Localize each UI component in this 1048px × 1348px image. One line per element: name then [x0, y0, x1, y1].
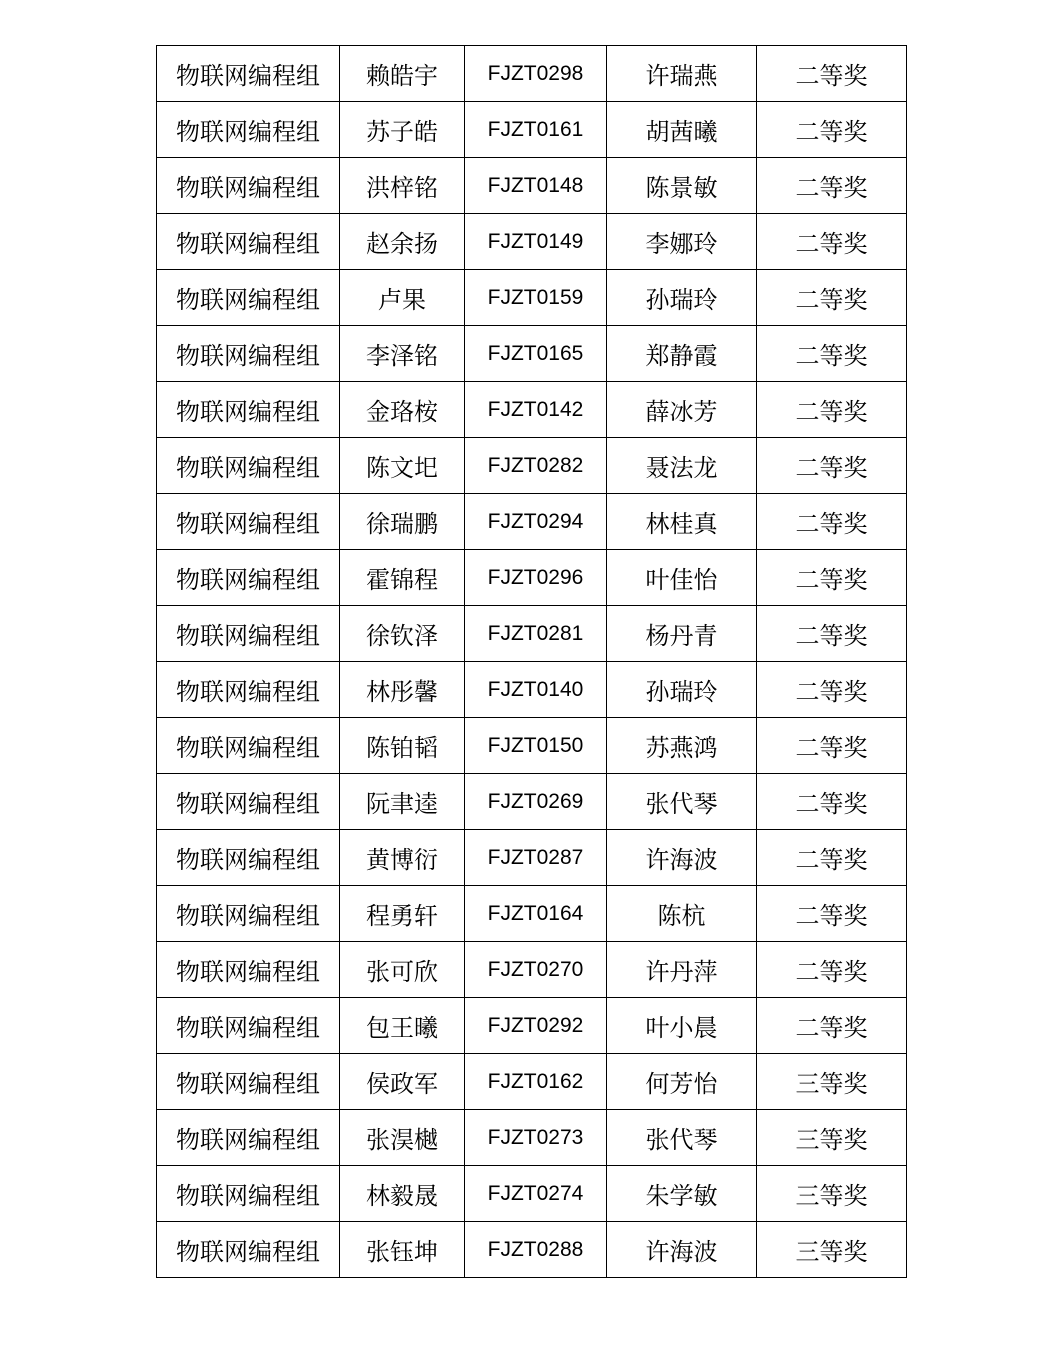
student-name-cell: 张可欣 [340, 942, 465, 998]
table-row [157, 942, 907, 998]
teacher-name-cell: 张代琴 [607, 1110, 757, 1166]
award-level-cell: 二等奖 [757, 550, 907, 606]
entry-code-cell: FJZT0161 [465, 102, 607, 158]
entry-code-cell: FJZT0140 [465, 662, 607, 718]
teacher-name-cell: 薛冰芳 [607, 382, 757, 438]
entry-code-cell: FJZT0142 [465, 382, 607, 438]
entry-code-cell: FJZT0281 [465, 606, 607, 662]
award-level-cell: 二等奖 [757, 942, 907, 998]
award-level-cell: 二等奖 [757, 774, 907, 830]
entry-code-cell: FJZT0162 [465, 1054, 607, 1110]
teacher-name-cell: 张代琴 [607, 774, 757, 830]
award-level-cell: 二等奖 [757, 438, 907, 494]
award-level-cell: 二等奖 [757, 214, 907, 270]
table-row [157, 438, 907, 494]
student-name-cell: 洪梓铭 [340, 158, 465, 214]
group-cell: 物联网编程组 [157, 46, 340, 102]
award-level-cell: 二等奖 [757, 494, 907, 550]
award-table [156, 45, 907, 1278]
entry-code-cell: FJZT0282 [465, 438, 607, 494]
table-row [157, 1054, 907, 1110]
group-cell: 物联网编程组 [157, 1222, 340, 1278]
table-row [157, 102, 907, 158]
entry-code-cell: FJZT0165 [465, 326, 607, 382]
student-name-cell: 程勇轩 [340, 886, 465, 942]
teacher-name-cell: 胡茜曦 [607, 102, 757, 158]
group-cell: 物联网编程组 [157, 662, 340, 718]
student-name-cell: 林彤馨 [340, 662, 465, 718]
entry-code-cell: FJZT0273 [465, 1110, 607, 1166]
group-cell: 物联网编程组 [157, 1166, 340, 1222]
table-row [157, 998, 907, 1054]
teacher-name-cell: 许海波 [607, 1222, 757, 1278]
table-row [157, 494, 907, 550]
group-cell: 物联网编程组 [157, 438, 340, 494]
entry-code-cell: FJZT0274 [465, 1166, 607, 1222]
award-level-cell: 三等奖 [757, 1166, 907, 1222]
entry-code-cell: FJZT0298 [465, 46, 607, 102]
entry-code-cell: FJZT0149 [465, 214, 607, 270]
student-name-cell: 包王曦 [340, 998, 465, 1054]
entry-code-cell: FJZT0150 [465, 718, 607, 774]
student-name-cell: 徐钦泽 [340, 606, 465, 662]
award-level-cell: 三等奖 [757, 1054, 907, 1110]
teacher-name-cell: 孙瑞玲 [607, 270, 757, 326]
group-cell: 物联网编程组 [157, 102, 340, 158]
group-cell: 物联网编程组 [157, 494, 340, 550]
student-name-cell: 李泽铭 [340, 326, 465, 382]
group-cell: 物联网编程组 [157, 550, 340, 606]
table-row [157, 158, 907, 214]
entry-code-cell: FJZT0292 [465, 998, 607, 1054]
group-cell: 物联网编程组 [157, 998, 340, 1054]
group-cell: 物联网编程组 [157, 830, 340, 886]
teacher-name-cell: 许海波 [607, 830, 757, 886]
student-name-cell: 卢果 [340, 270, 465, 326]
table-row [157, 1110, 907, 1166]
table-row [157, 550, 907, 606]
award-level-cell: 二等奖 [757, 46, 907, 102]
teacher-name-cell: 许瑞燕 [607, 46, 757, 102]
group-cell: 物联网编程组 [157, 158, 340, 214]
group-cell: 物联网编程组 [157, 326, 340, 382]
student-name-cell: 侯政军 [340, 1054, 465, 1110]
entry-code-cell: FJZT0296 [465, 550, 607, 606]
teacher-name-cell: 何芳怡 [607, 1054, 757, 1110]
student-name-cell: 金珞桉 [340, 382, 465, 438]
group-cell: 物联网编程组 [157, 1054, 340, 1110]
entry-code-cell: FJZT0287 [465, 830, 607, 886]
teacher-name-cell: 郑静霞 [607, 326, 757, 382]
group-cell: 物联网编程组 [157, 214, 340, 270]
table-row [157, 214, 907, 270]
group-cell: 物联网编程组 [157, 942, 340, 998]
teacher-name-cell: 陈杭 [607, 886, 757, 942]
entry-code-cell: FJZT0294 [465, 494, 607, 550]
award-level-cell: 二等奖 [757, 606, 907, 662]
award-level-cell: 二等奖 [757, 158, 907, 214]
student-name-cell: 阮聿逵 [340, 774, 465, 830]
entry-code-cell: FJZT0269 [465, 774, 607, 830]
student-name-cell: 苏子皓 [340, 102, 465, 158]
group-cell: 物联网编程组 [157, 270, 340, 326]
group-cell: 物联网编程组 [157, 1110, 340, 1166]
award-level-cell: 二等奖 [757, 102, 907, 158]
table-row [157, 718, 907, 774]
entry-code-cell: FJZT0288 [465, 1222, 607, 1278]
student-name-cell: 陈铂韬 [340, 718, 465, 774]
entry-code-cell: FJZT0270 [465, 942, 607, 998]
teacher-name-cell: 叶佳怡 [607, 550, 757, 606]
table-row [157, 46, 907, 102]
student-name-cell: 黄博衍 [340, 830, 465, 886]
student-name-cell: 张钰坤 [340, 1222, 465, 1278]
teacher-name-cell: 李娜玲 [607, 214, 757, 270]
group-cell: 物联网编程组 [157, 606, 340, 662]
award-level-cell: 三等奖 [757, 1110, 907, 1166]
teacher-name-cell: 聂法龙 [607, 438, 757, 494]
teacher-name-cell: 朱学敏 [607, 1166, 757, 1222]
award-level-cell: 二等奖 [757, 662, 907, 718]
table-row [157, 606, 907, 662]
table-row [157, 830, 907, 886]
award-level-cell: 二等奖 [757, 998, 907, 1054]
teacher-name-cell: 杨丹青 [607, 606, 757, 662]
teacher-name-cell: 许丹萍 [607, 942, 757, 998]
group-cell: 物联网编程组 [157, 774, 340, 830]
table-row [157, 1222, 907, 1278]
award-level-cell: 二等奖 [757, 382, 907, 438]
table-row [157, 886, 907, 942]
entry-code-cell: FJZT0148 [465, 158, 607, 214]
award-level-cell: 二等奖 [757, 718, 907, 774]
table-row [157, 326, 907, 382]
award-level-cell: 二等奖 [757, 830, 907, 886]
table-row [157, 1166, 907, 1222]
entry-code-cell: FJZT0164 [465, 886, 607, 942]
award-level-cell: 二等奖 [757, 326, 907, 382]
award-level-cell: 三等奖 [757, 1222, 907, 1278]
award-level-cell: 二等奖 [757, 270, 907, 326]
entry-code-cell: FJZT0159 [465, 270, 607, 326]
student-name-cell: 霍锦程 [340, 550, 465, 606]
student-name-cell: 张淏樾 [340, 1110, 465, 1166]
student-name-cell: 林毅晟 [340, 1166, 465, 1222]
student-name-cell: 徐瑞鹏 [340, 494, 465, 550]
award-table-body [157, 46, 907, 1278]
group-cell: 物联网编程组 [157, 718, 340, 774]
student-name-cell: 赵余扬 [340, 214, 465, 270]
teacher-name-cell: 苏燕鸿 [607, 718, 757, 774]
teacher-name-cell: 陈景敏 [607, 158, 757, 214]
group-cell: 物联网编程组 [157, 382, 340, 438]
teacher-name-cell: 林桂真 [607, 494, 757, 550]
group-cell: 物联网编程组 [157, 886, 340, 942]
teacher-name-cell: 叶小晨 [607, 998, 757, 1054]
student-name-cell: 陈文圯 [340, 438, 465, 494]
student-name-cell: 赖皓宇 [340, 46, 465, 102]
table-row [157, 662, 907, 718]
teacher-name-cell: 孙瑞玲 [607, 662, 757, 718]
table-row [157, 270, 907, 326]
table-row [157, 774, 907, 830]
table-row [157, 382, 907, 438]
award-level-cell: 二等奖 [757, 886, 907, 942]
